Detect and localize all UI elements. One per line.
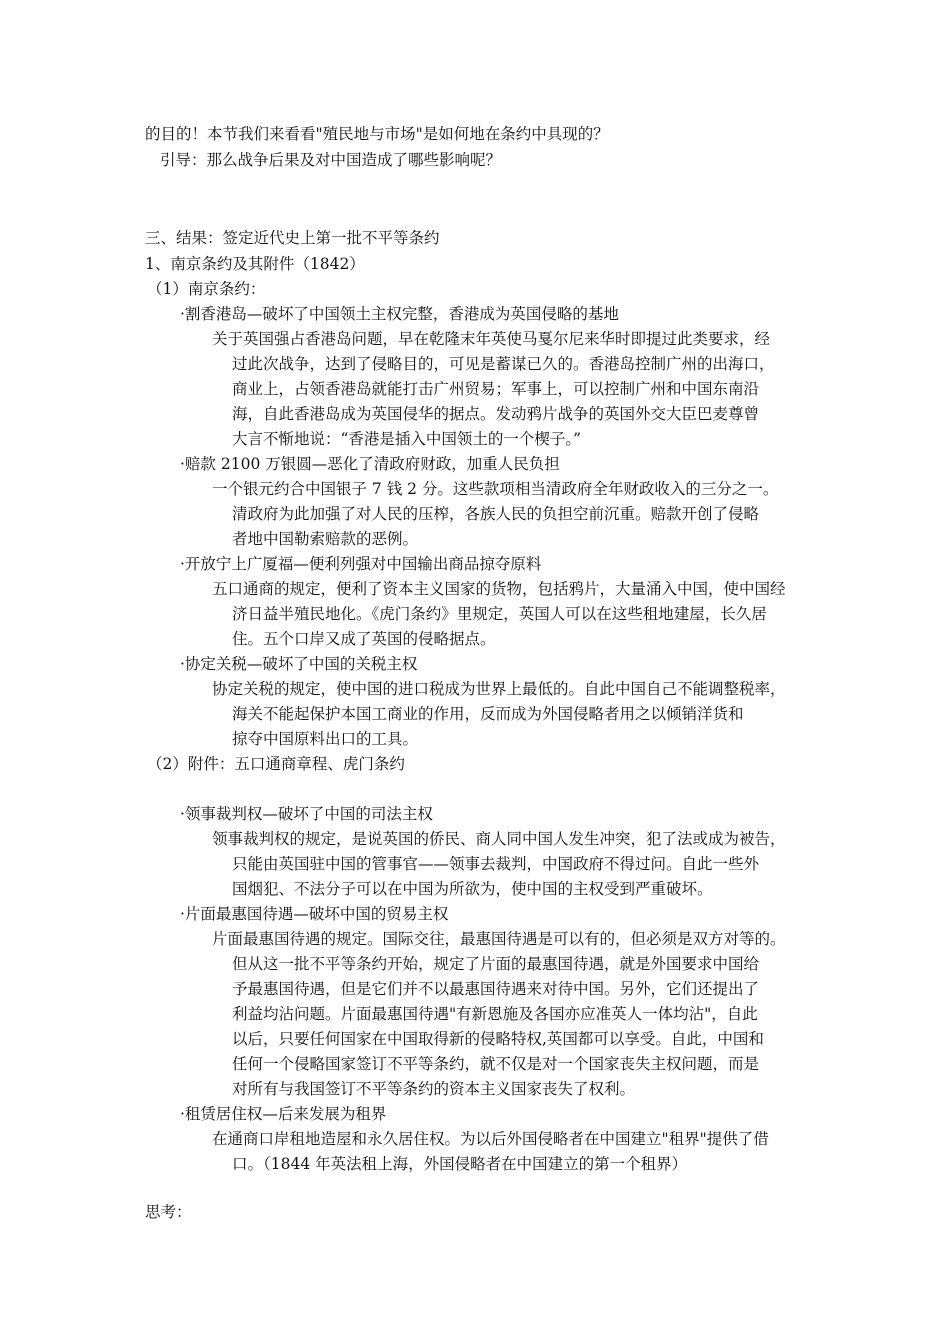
point-text-line: 任何一个侵略国家签订不平等条约，就不仅是对一个国家丧失主权问题，而是 [232,1055,760,1073]
thinking-label: 思考： [145,1203,192,1221]
intro-guide-line: 引导：那么战争后果及对中国造成了哪些影响呢？ [160,151,502,169]
point-text-line: 在通商口岸租地造屋和永久居住权。为以后外国侵略者在中国建立"租界"提供了借 [212,1130,769,1148]
point-text-line: 国烟犯、不法分子可以在中国为所欲为，使中国的主权受到严重破坏。 [232,880,713,898]
point-text-line: 片面最惠国待遇的规定。国际交往，最惠国待遇是可以有的，但必须是双方对等的。 [212,930,786,948]
point-title: ·片面最惠国待遇—破坏中国的贸易主权 [180,905,449,923]
annex-label: （2）附件：五口通商章程、虎门条约 [147,755,405,773]
point-text-line: 一个银元约合中国银子 7 钱 2 分。这些款项相当清政府全年财政收入的三分之一。 [212,480,779,498]
point-text-line: 关于英国强占香港岛问题，早在乾隆末年英使马戛尔尼来华时即提过此类要求，经 [212,330,771,348]
point-text-line: 掠夺中国原料出口的工具。 [232,730,419,748]
point-text-line: 过此次战争，达到了侵略目的，可见是蓄谋已久的。香港岛控制广州的出海口， [232,355,775,373]
point-text-line: 对所有与我国签订不平等条约的资本主义国家丧失了权利。 [232,1080,636,1098]
point-title: ·开放宁上广厦福—便利列强对中国输出商品掠夺原料 [180,555,542,573]
point-text-line: 只能由英国驻中国的管事官——领事去裁判，中国政府不得过问。自此一些外 [232,855,760,873]
point-text-line: 海关不能起保护本国工商业的作用，反而成为外国侵略者用之以倾销洋货和 [232,705,744,723]
point-title: ·割香港岛—破坏了中国领土主权完整，香港成为英国侵略的基地 [180,305,619,323]
point-title: ·协定关税—破坏了中国的关税主权 [180,655,418,673]
intro-line: 的目的！本节我们来看看"殖民地与市场"是如何地在条约中具现的？ [145,125,609,143]
point-title: ·赔款 2100 万银圆—恶化了清政府财政，加重人民负担 [180,455,560,473]
point-text-line: 大言不惭地说：“香港是插入中国领土的一个楔子。” [232,430,582,448]
point-text-line: 领事裁判权的规定，是说英国的侨民、商人同中国人发生冲突，犯了法或成为被告， [212,830,786,848]
point-text-line: 口。（1844 年英法租上海，外国侵略者在中国建立的第一个租界） [232,1155,688,1173]
point-text-line: 但从这一批不平等条约开始，规定了片面的最惠国待遇，就是外国要求中国给 [232,955,760,973]
point-text-line: 利益均沾问题。片面最惠国待遇"有新恩施及各国亦应准英人一体均沾"，自此 [232,1005,758,1023]
section-subheading: 1、南京条约及其附件（1842） [145,255,365,273]
section-heading: 三、结果：签定近代史上第一批不平等条约 [145,229,440,247]
treaty-label: （1）南京条约： [147,280,266,298]
point-text-line: 海，自此香港岛成为英国侵华的据点。发动鸦片战争的英国外交大臣巴麦尊曾 [232,405,760,423]
point-text-line: 住。五个口岸又成了英国的侵略据点。 [232,630,496,648]
point-text-line: 清政府为此加强了对人民的压榨，各族人民的负担空前沉重。赔款开创了侵略 [232,505,760,523]
point-text-line: 者地中国勒索赔款的恶例。 [232,530,419,548]
point-title: ·领事裁判权—破坏了中国的司法主权 [180,805,433,823]
point-text-line: 五口通商的规定，便利了资本主义国家的货物，包括鸦片，大量涌入中国，使中国经 [212,580,786,598]
point-text-line: 予最惠国待遇，但是它们并不以最惠国待遇来对待中国。另外，它们还提出了 [232,980,760,998]
point-title: ·租赁居住权—后来发展为租界 [180,1105,387,1123]
point-text-line: 协定关税的规定，使中国的进口税成为世界上最低的。自此中国自己不能调整税率， [212,680,786,698]
point-text-line: 济日益半殖民地化。《虎门条约》里规定，英国人可以在这些租地建屋，长久居 [232,605,767,623]
point-text-line: 商业上，占领香港岛就能打击广州贸易；军事上，可以控制广州和中国东南沿 [232,380,760,398]
point-text-line: 以后，只要任何国家在中国取得新的侵略特权,英国都可以享受。自此，中国和 [232,1030,764,1048]
